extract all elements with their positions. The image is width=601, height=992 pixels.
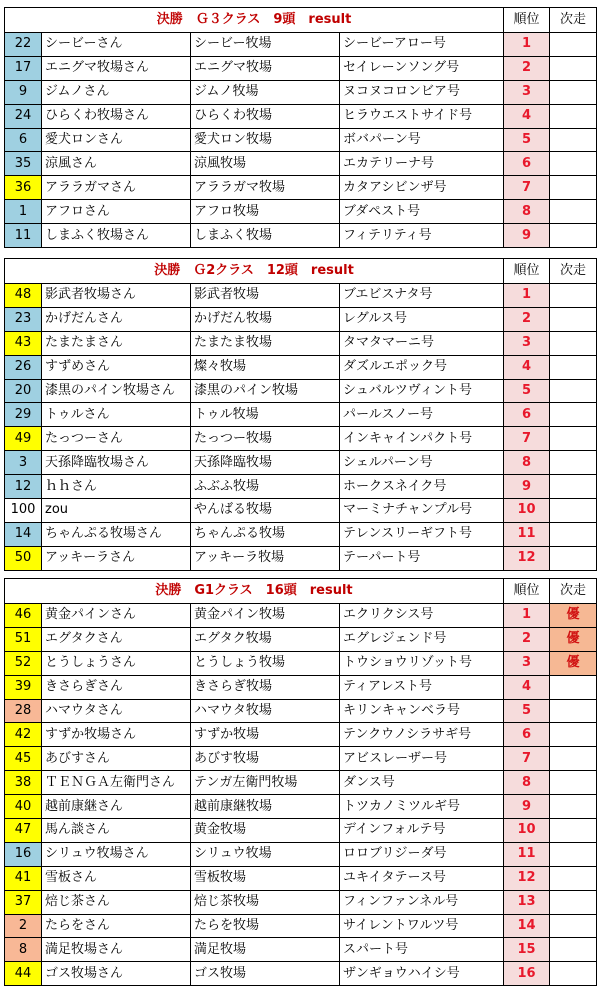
next-race-mark xyxy=(550,842,597,866)
entry-number: 41 xyxy=(5,866,42,890)
next-race-mark xyxy=(550,938,597,962)
finish-rank: 9 xyxy=(504,224,550,248)
next-race-mark xyxy=(550,104,597,128)
farm-name: アララガマ牧場 xyxy=(191,176,340,200)
rank-column-header: 順位 xyxy=(504,8,550,33)
entry-number: 51 xyxy=(5,627,42,651)
next-race-column-header: 次走 xyxy=(550,8,597,33)
finish-rank: 4 xyxy=(504,104,550,128)
finish-rank: 6 xyxy=(504,403,550,427)
finish-rank: 1 xyxy=(504,284,550,308)
horse-name: スパート号 xyxy=(340,938,504,962)
finish-rank: 7 xyxy=(504,427,550,451)
owner-name: かげだんさん xyxy=(42,307,191,331)
next-race-mark xyxy=(550,747,597,771)
horse-name: パールスノー号 xyxy=(340,403,504,427)
section-title: 決勝 Ｇ2クラス 12頭 result xyxy=(5,259,504,284)
entry-number: 6 xyxy=(5,128,42,152)
entry-number: 50 xyxy=(5,546,42,570)
owner-name: 影武者牧場さん xyxy=(42,284,191,308)
owner-name: ＴＥＮＧＡ左衛門さん xyxy=(42,771,191,795)
finish-rank: 5 xyxy=(504,379,550,403)
owner-name: アフロさん xyxy=(42,200,191,224)
farm-name: 燦々牧場 xyxy=(191,355,340,379)
horse-name: カタアシビンザ号 xyxy=(340,176,504,200)
owner-name: ハマウタさん xyxy=(42,699,191,723)
table-row xyxy=(5,451,597,475)
section-title: 決勝 Ｇ３クラス 9頭 result xyxy=(5,8,504,33)
finish-rank: 2 xyxy=(504,307,550,331)
table-row xyxy=(5,914,597,938)
farm-name: 焙じ茶牧場 xyxy=(191,890,340,914)
horse-name: タマタマーニ号 xyxy=(340,331,504,355)
owner-name: ｈｈさん xyxy=(42,475,191,499)
next-race-mark xyxy=(550,819,597,843)
owner-name: 黄金パインさん xyxy=(42,604,191,628)
next-race-mark xyxy=(550,176,597,200)
table-row xyxy=(5,651,597,675)
owner-name: たらをさん xyxy=(42,914,191,938)
next-race-mark xyxy=(550,152,597,176)
finish-rank: 9 xyxy=(504,795,550,819)
farm-name: 涼風牧場 xyxy=(191,152,340,176)
owner-name: しまふく牧場さん xyxy=(42,224,191,248)
rank-column-header: 順位 xyxy=(504,259,550,284)
table-row xyxy=(5,842,597,866)
table-row xyxy=(5,604,597,628)
entry-number: 40 xyxy=(5,795,42,819)
table-row xyxy=(5,890,597,914)
farm-name: 雪板牧場 xyxy=(191,866,340,890)
horse-name: ボバパーン号 xyxy=(340,128,504,152)
entry-number: 8 xyxy=(5,938,42,962)
horse-name: ブエビスナタ号 xyxy=(340,284,504,308)
table-row xyxy=(5,355,597,379)
next-race-mark xyxy=(550,33,597,57)
next-race-mark xyxy=(550,284,597,308)
g1-results-table xyxy=(4,578,597,986)
finish-rank: 7 xyxy=(504,176,550,200)
owner-name: きさらぎさん xyxy=(42,675,191,699)
farm-name: 漆黒のパイン牧場 xyxy=(191,379,340,403)
horse-name: テーパート号 xyxy=(340,546,504,570)
farm-name: 愛犬ロン牧場 xyxy=(191,128,340,152)
entry-number: 12 xyxy=(5,475,42,499)
owner-name: ゴス牧場さん xyxy=(42,962,191,986)
entry-number: 38 xyxy=(5,771,42,795)
table-row xyxy=(5,499,597,523)
horse-name: セイレーンソング号 xyxy=(340,56,504,80)
owner-name: すずめさん xyxy=(42,355,191,379)
finish-rank: 15 xyxy=(504,938,550,962)
table-row xyxy=(5,152,597,176)
owner-name: たまたまさん xyxy=(42,331,191,355)
finish-rank: 6 xyxy=(504,152,550,176)
horse-name: ヒラウエストサイド号 xyxy=(340,104,504,128)
entry-number: 1 xyxy=(5,200,42,224)
g3-results-table xyxy=(4,7,597,248)
section-title: 決勝 G1クラス 16頭 result xyxy=(5,579,504,604)
next-race-mark xyxy=(550,699,597,723)
horse-name: テレンスリーギフト号 xyxy=(340,522,504,546)
owner-name: すずか牧場さん xyxy=(42,723,191,747)
finish-rank: 11 xyxy=(504,522,550,546)
next-race-mark xyxy=(550,723,597,747)
table-row xyxy=(5,675,597,699)
horse-name: ブダペスト号 xyxy=(340,200,504,224)
finish-rank: 14 xyxy=(504,914,550,938)
section-header-row xyxy=(5,8,597,33)
horse-name: サイレントワルツ号 xyxy=(340,914,504,938)
next-race-mark xyxy=(550,522,597,546)
finish-rank: 5 xyxy=(504,128,550,152)
entry-number: 29 xyxy=(5,403,42,427)
finish-rank: 8 xyxy=(504,200,550,224)
entry-number: 35 xyxy=(5,152,42,176)
rank-column-header: 順位 xyxy=(504,579,550,604)
horse-name: ダンス号 xyxy=(340,771,504,795)
entry-number: 23 xyxy=(5,307,42,331)
entry-number: 17 xyxy=(5,56,42,80)
section-header-row xyxy=(5,579,597,604)
owner-name: ひらくわ牧場さん xyxy=(42,104,191,128)
horse-name: ザンギョウハイシ号 xyxy=(340,962,504,986)
finish-rank: 3 xyxy=(504,331,550,355)
entry-number: 22 xyxy=(5,33,42,57)
table-row xyxy=(5,33,597,57)
farm-name: ゴス牧場 xyxy=(191,962,340,986)
entry-number: 16 xyxy=(5,842,42,866)
horse-name: レグルス号 xyxy=(340,307,504,331)
table-row xyxy=(5,403,597,427)
horse-name: アビスレーザー号 xyxy=(340,747,504,771)
finish-rank: 7 xyxy=(504,747,550,771)
owner-name: シリュウ牧場さん xyxy=(42,842,191,866)
table-row xyxy=(5,546,597,570)
finish-rank: 1 xyxy=(504,604,550,628)
table-row xyxy=(5,962,597,986)
table-row xyxy=(5,307,597,331)
farm-name: ちゃんぷる牧場 xyxy=(191,522,340,546)
horse-name: エグレジェンド号 xyxy=(340,627,504,651)
farm-name: かげだん牧場 xyxy=(191,307,340,331)
entry-number: 14 xyxy=(5,522,42,546)
horse-name: フィンファンネル号 xyxy=(340,890,504,914)
farm-name: トゥル牧場 xyxy=(191,403,340,427)
owner-name: ジムノさん xyxy=(42,80,191,104)
next-race-column-header: 次走 xyxy=(550,259,597,284)
table-row xyxy=(5,427,597,451)
horse-name: ダズルエポック号 xyxy=(340,355,504,379)
next-race-mark xyxy=(550,307,597,331)
table-row xyxy=(5,699,597,723)
horse-name: エクリクシス号 xyxy=(340,604,504,628)
farm-name: たまたま牧場 xyxy=(191,331,340,355)
finish-rank: 5 xyxy=(504,699,550,723)
entry-number: 47 xyxy=(5,819,42,843)
horse-name: シェルパーン号 xyxy=(340,451,504,475)
horse-name: エカテリーナ号 xyxy=(340,152,504,176)
horse-name: ロロブリジーダ号 xyxy=(340,842,504,866)
table-row xyxy=(5,104,597,128)
table-row xyxy=(5,176,597,200)
table-row xyxy=(5,200,597,224)
finish-rank: 6 xyxy=(504,723,550,747)
farm-name: ふぶふ牧場 xyxy=(191,475,340,499)
next-race-mark xyxy=(550,56,597,80)
table-row xyxy=(5,747,597,771)
entry-number: 24 xyxy=(5,104,42,128)
farm-name: 影武者牧場 xyxy=(191,284,340,308)
owner-name: ちゃんぷる牧場さん xyxy=(42,522,191,546)
finish-rank: 4 xyxy=(504,355,550,379)
horse-name: ティアレスト号 xyxy=(340,675,504,699)
finish-rank: 9 xyxy=(504,475,550,499)
farm-name: とうしょう牧場 xyxy=(191,651,340,675)
farm-name: ハマウタ牧場 xyxy=(191,699,340,723)
farm-name: 満足牧場 xyxy=(191,938,340,962)
horse-name: ホークスネイク号 xyxy=(340,475,504,499)
next-race-mark xyxy=(550,200,597,224)
table-row xyxy=(5,284,597,308)
finish-rank: 10 xyxy=(504,499,550,523)
entry-number: 2 xyxy=(5,914,42,938)
farm-name: しまふく牧場 xyxy=(191,224,340,248)
next-race-mark xyxy=(550,914,597,938)
finish-rank: 2 xyxy=(504,56,550,80)
horse-name: キリンキャンベラ号 xyxy=(340,699,504,723)
owner-name: とうしょうさん xyxy=(42,651,191,675)
farm-name: 越前康継牧場 xyxy=(191,795,340,819)
finish-rank: 16 xyxy=(504,962,550,986)
next-race-mark xyxy=(550,379,597,403)
entry-number: 45 xyxy=(5,747,42,771)
next-race-mark xyxy=(550,331,597,355)
horse-name: テンクウノシラサギ号 xyxy=(340,723,504,747)
finish-rank: 4 xyxy=(504,675,550,699)
entry-number: 52 xyxy=(5,651,42,675)
finish-rank: 1 xyxy=(504,33,550,57)
entry-number: 28 xyxy=(5,699,42,723)
entry-number: 37 xyxy=(5,890,42,914)
entry-number: 44 xyxy=(5,962,42,986)
table-row xyxy=(5,819,597,843)
section-header-row xyxy=(5,259,597,284)
owner-name: アララガマさん xyxy=(42,176,191,200)
horse-name: フィテリティ号 xyxy=(340,224,504,248)
horse-name: ヌコヌコロンビア号 xyxy=(340,80,504,104)
farm-name: すずか牧場 xyxy=(191,723,340,747)
entry-number: 9 xyxy=(5,80,42,104)
owner-name: 焙じ茶さん xyxy=(42,890,191,914)
next-race-mark xyxy=(550,890,597,914)
farm-name: テンガ左衛門牧場 xyxy=(191,771,340,795)
next-race-mark xyxy=(550,224,597,248)
farm-name: あびす牧場 xyxy=(191,747,340,771)
farm-name: きさらぎ牧場 xyxy=(191,675,340,699)
entry-number: 43 xyxy=(5,331,42,355)
horse-name: シービーアロー号 xyxy=(340,33,504,57)
entry-number: 26 xyxy=(5,355,42,379)
horse-name: デインフォルテ号 xyxy=(340,819,504,843)
entry-number: 39 xyxy=(5,675,42,699)
next-race-mark: 優 xyxy=(550,627,597,651)
farm-name: 黄金牧場 xyxy=(191,819,340,843)
table-row xyxy=(5,475,597,499)
entry-number: 46 xyxy=(5,604,42,628)
owner-name: zou xyxy=(42,499,191,523)
table-row xyxy=(5,331,597,355)
finish-rank: 12 xyxy=(504,866,550,890)
farm-name: やんばる牧場 xyxy=(191,499,340,523)
owner-name: トゥルさん xyxy=(42,403,191,427)
finish-rank: 3 xyxy=(504,80,550,104)
farm-name: たっつー牧場 xyxy=(191,427,340,451)
owner-name: アッキーラさん xyxy=(42,546,191,570)
table-row xyxy=(5,771,597,795)
farm-name: 黄金パイン牧場 xyxy=(191,604,340,628)
table-row xyxy=(5,522,597,546)
next-race-mark xyxy=(550,403,597,427)
next-race-mark xyxy=(550,795,597,819)
farm-name: ジムノ牧場 xyxy=(191,80,340,104)
farm-name: アフロ牧場 xyxy=(191,200,340,224)
finish-rank: 11 xyxy=(504,842,550,866)
g2-results-table xyxy=(4,258,597,571)
owner-name: シービーさん xyxy=(42,33,191,57)
entry-number: 42 xyxy=(5,723,42,747)
entry-number: 48 xyxy=(5,284,42,308)
entry-number: 3 xyxy=(5,451,42,475)
owner-name: 馬ん談さん xyxy=(42,819,191,843)
horse-name: ユキイタテース号 xyxy=(340,866,504,890)
farm-name: たらを牧場 xyxy=(191,914,340,938)
next-race-mark xyxy=(550,866,597,890)
next-race-mark xyxy=(550,80,597,104)
farm-name: シービー牧場 xyxy=(191,33,340,57)
owner-name: 涼風さん xyxy=(42,152,191,176)
next-race-mark xyxy=(550,675,597,699)
horse-name: インキャインパクト号 xyxy=(340,427,504,451)
next-race-mark: 優 xyxy=(550,604,597,628)
finish-rank: 8 xyxy=(504,771,550,795)
table-row xyxy=(5,627,597,651)
finish-rank: 2 xyxy=(504,627,550,651)
owner-name: 愛犬ロンさん xyxy=(42,128,191,152)
farm-name: シリュウ牧場 xyxy=(191,842,340,866)
owner-name: エニグマ牧場さん xyxy=(42,56,191,80)
finish-rank: 12 xyxy=(504,546,550,570)
owner-name: 越前康継さん xyxy=(42,795,191,819)
table-row xyxy=(5,866,597,890)
table-row xyxy=(5,224,597,248)
entry-number: 11 xyxy=(5,224,42,248)
next-race-mark xyxy=(550,475,597,499)
next-race-mark xyxy=(550,128,597,152)
farm-name: アッキーラ牧場 xyxy=(191,546,340,570)
next-race-mark xyxy=(550,355,597,379)
table-row xyxy=(5,723,597,747)
next-race-mark: 優 xyxy=(550,651,597,675)
table-row xyxy=(5,795,597,819)
next-race-mark xyxy=(550,962,597,986)
horse-name: シュバルツヴィント号 xyxy=(340,379,504,403)
farm-name: エニグマ牧場 xyxy=(191,56,340,80)
table-row xyxy=(5,128,597,152)
next-race-mark xyxy=(550,546,597,570)
next-race-mark xyxy=(550,427,597,451)
farm-name: エグタク牧場 xyxy=(191,627,340,651)
finish-rank: 10 xyxy=(504,819,550,843)
finish-rank: 8 xyxy=(504,451,550,475)
next-race-mark xyxy=(550,771,597,795)
farm-name: ひらくわ牧場 xyxy=(191,104,340,128)
owner-name: エグタクさん xyxy=(42,627,191,651)
next-race-column-header: 次走 xyxy=(550,579,597,604)
finish-rank: 13 xyxy=(504,890,550,914)
owner-name: あびすさん xyxy=(42,747,191,771)
finish-rank: 3 xyxy=(504,651,550,675)
horse-name: トツカノミツルギ号 xyxy=(340,795,504,819)
horse-name: マーミナチャンプル号 xyxy=(340,499,504,523)
next-race-mark xyxy=(550,451,597,475)
farm-name: 天孫降臨牧場 xyxy=(191,451,340,475)
table-row xyxy=(5,379,597,403)
entry-number: 20 xyxy=(5,379,42,403)
next-race-mark xyxy=(550,499,597,523)
entry-number: 100 xyxy=(5,499,42,523)
owner-name: 雪板さん xyxy=(42,866,191,890)
table-row xyxy=(5,56,597,80)
table-row xyxy=(5,938,597,962)
entry-number: 36 xyxy=(5,176,42,200)
owner-name: 天孫降臨牧場さん xyxy=(42,451,191,475)
owner-name: 漆黒のパイン牧場さん xyxy=(42,379,191,403)
table-row xyxy=(5,80,597,104)
owner-name: 満足牧場さん xyxy=(42,938,191,962)
owner-name: たっつーさん xyxy=(42,427,191,451)
entry-number: 49 xyxy=(5,427,42,451)
horse-name: トウショウリゾット号 xyxy=(340,651,504,675)
